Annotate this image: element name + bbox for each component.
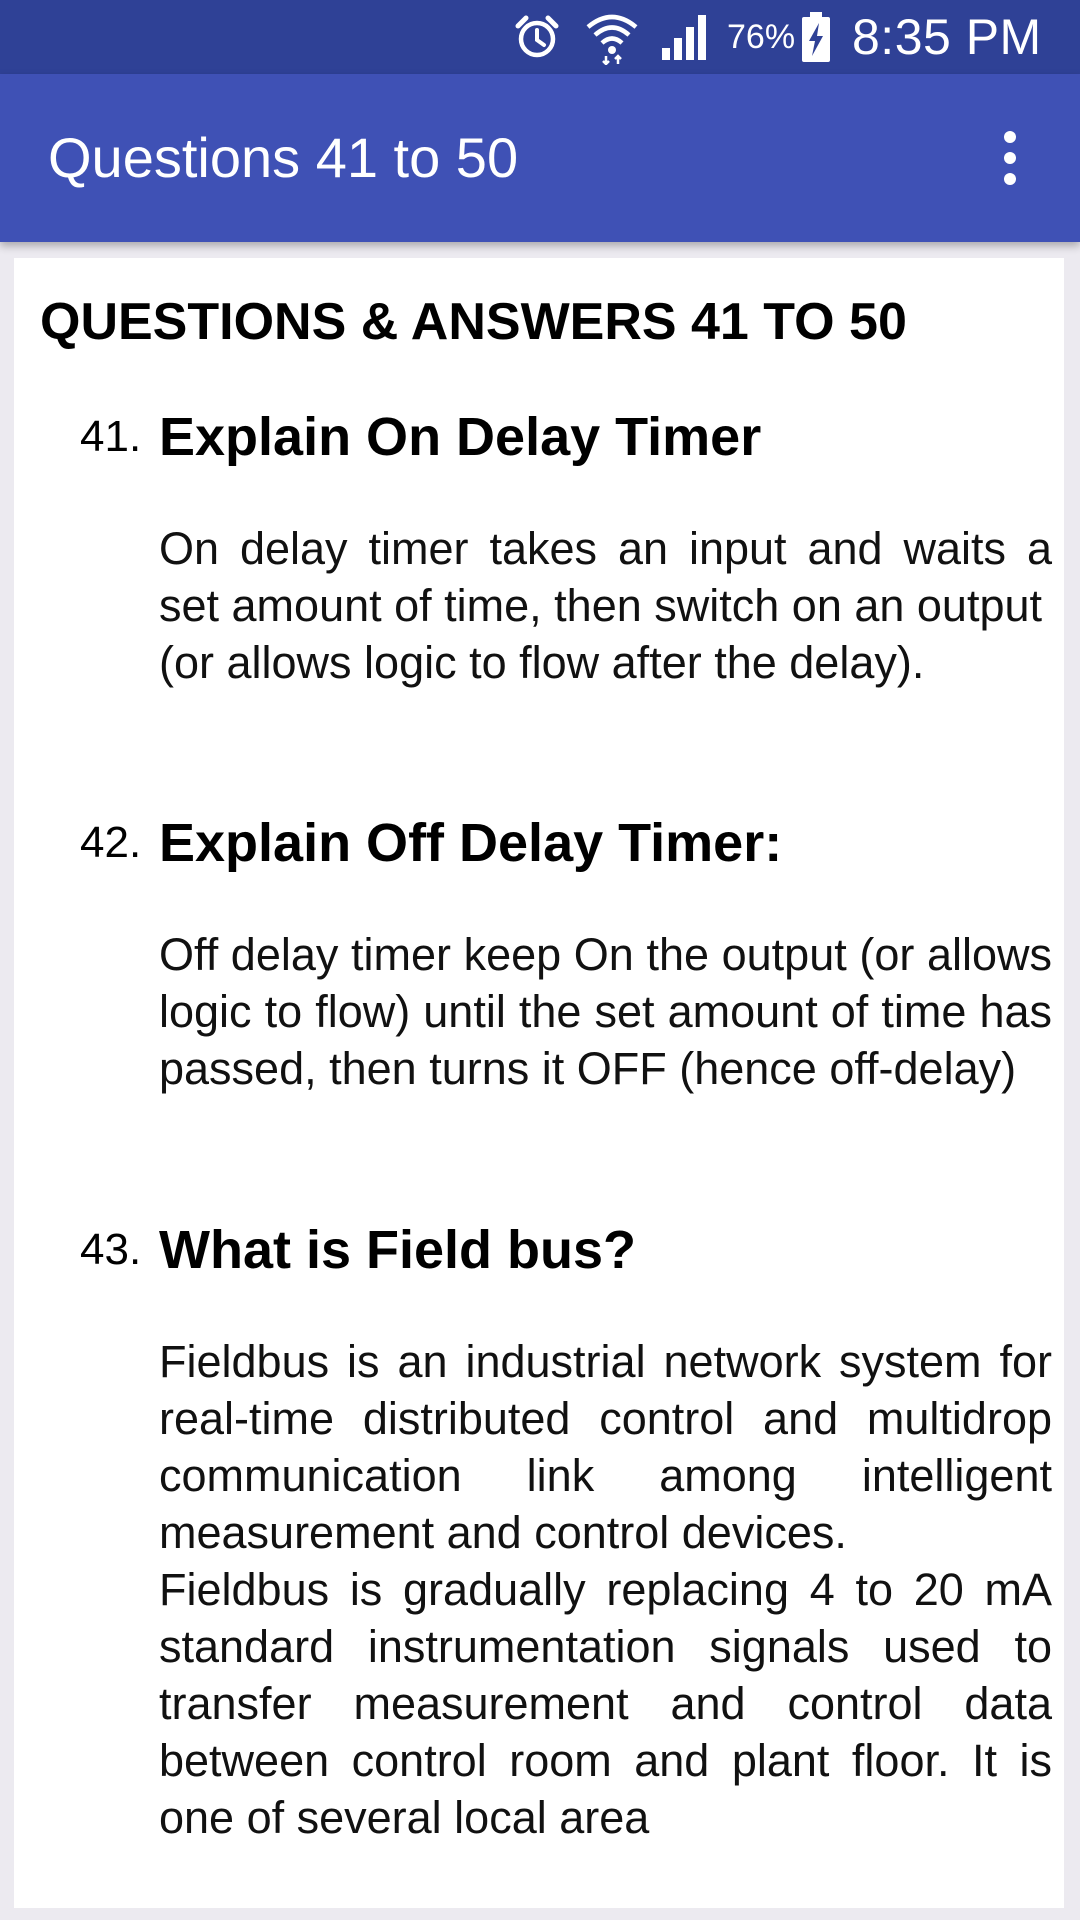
question-title: What is Field bus? [159, 1220, 637, 1280]
answer-paragraph: (or allows logic to flow after the delay). [159, 637, 925, 688]
question-answer [159, 520, 1052, 691]
app-title: Questions 41 to 50 [48, 126, 519, 189]
wifi-icon [584, 0, 640, 74]
question-number: 41. [80, 412, 142, 461]
question-answer [159, 926, 1052, 1097]
alarm-icon [512, 0, 562, 74]
page-heading: QUESTIONS & ANSWERS 41 TO 50 [40, 293, 907, 351]
more-vert-icon[interactable] [980, 124, 1040, 192]
signal-icon [660, 0, 710, 74]
question-number: 43. [80, 1225, 142, 1274]
question-title: Explain On Delay Timer [159, 407, 762, 467]
answer-paragraph: Off delay timer keep On the output (or allows logic to flow) until the set amount of time has passed, then turns it OFF (hence off-delay) [159, 929, 1052, 1094]
question-number: 42. [80, 818, 142, 867]
battery-charging-icon [800, 0, 832, 74]
battery-percent: 76% [727, 17, 796, 56]
question-answer [159, 1333, 1052, 1846]
app-bar [0, 74, 1080, 242]
content-card [14, 258, 1064, 1908]
status-clock: 8:35 PM [852, 9, 1042, 65]
answer-paragraph: Fieldbus is gradually replacing 4 to 20 mA standard instrumentation signals used to transfer measurement and control data between control room and plant floor. It is one of several local area [159, 1564, 1052, 1843]
answer-paragraph: Fieldbus is an industrial network system for real-time distributed control and multidrop communication link among intelligent measurement and control devices. [159, 1336, 1052, 1558]
status-bar [0, 0, 1080, 74]
question-title: Explain Off Delay Timer: [159, 813, 783, 873]
answer-paragraph: On delay timer takes an input and waits a set amount of time, then switch on an output [159, 523, 1052, 631]
